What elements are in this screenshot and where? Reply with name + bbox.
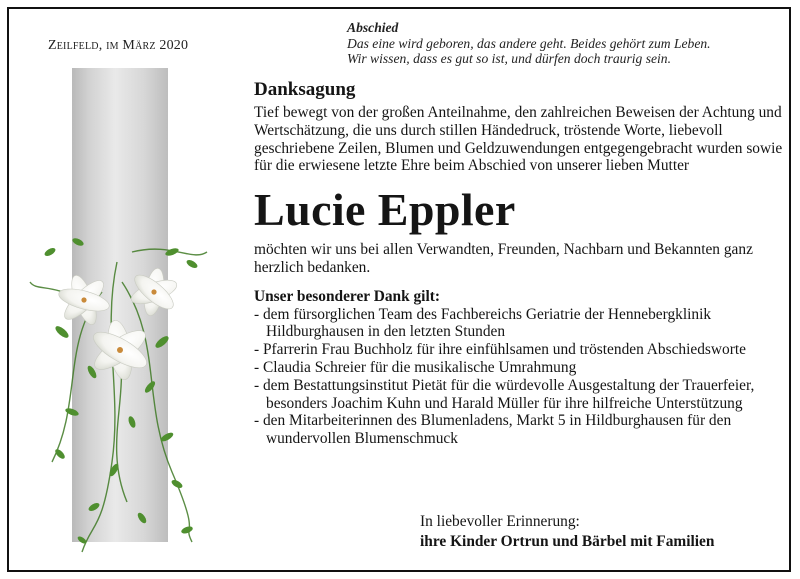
motto-line-1: Das eine wird geboren, das andere geht. Beides gehört zum Leben.	[347, 35, 711, 51]
motto-line-2: Wir wissen, dass es gut so ist, und dürfen doch traurig sein.	[347, 51, 671, 66]
place-and-date: Zeilfeld, im März 2020	[48, 38, 189, 53]
signature: ihre Kinder Ortrun und Bärbel mit Familien	[420, 532, 715, 550]
lily-bouquet-image	[22, 222, 212, 558]
intro-paragraph: Tief bewegt von der großen Anteilnahme, den zahlreichen Beweisen der Achtung und Wertschätzung, die uns durch stillen Händedruck, tröstende Worte, liebevoll geschriebene Zeilen, Blumen und Geldzuwendungen entgegengebracht wurden sowie für die erwiesene letzte Ehre beim Abschied von unserer lieben Mutter	[254, 104, 783, 175]
notice-body	[254, 79, 784, 448]
list-item: - dem Bestattungsinstitut Pietät für die würdevolle Ausgestaltung der Trauerfeier, besonders Joachim Kuhn und Harald Müller für ihre hilfreiche Unterstützung	[254, 377, 784, 413]
list-item: - Pfarrerin Frau Buchholz für ihre einfühlsamen und tröstenden Abschiedsworte	[254, 341, 784, 359]
list-item: - dem fürsorglichen Team des Fachbereichs Geriatrie der Hennebergklinik Hildburghausen in den letzten Stunden	[254, 306, 784, 342]
deceased-name: Lucie Eppler	[254, 184, 516, 236]
list-item: - Claudia Schreier für die musikalische Umrahmung	[254, 359, 784, 377]
closing-block	[420, 512, 714, 551]
motto-title: Abschied	[347, 20, 399, 35]
notice-heading: Danksagung	[254, 79, 356, 100]
special-thanks-list	[254, 306, 784, 448]
farewell-motto	[347, 20, 787, 67]
thanks-paragraph: möchten wir uns bei allen Verwandten, Freunden, Nachbarn und Bekannten ganz herzlich bedanken.	[254, 241, 753, 276]
list-item: - den Mitarbeiterinnen des Blumenladens, Markt 5 in Hildburghausen für den wundervollen Blumenschmuck	[254, 412, 784, 448]
special-thanks-heading: Unser besonderer Dank gilt:	[254, 287, 440, 305]
closing-line: In liebevoller Erinnerung:	[420, 513, 580, 530]
